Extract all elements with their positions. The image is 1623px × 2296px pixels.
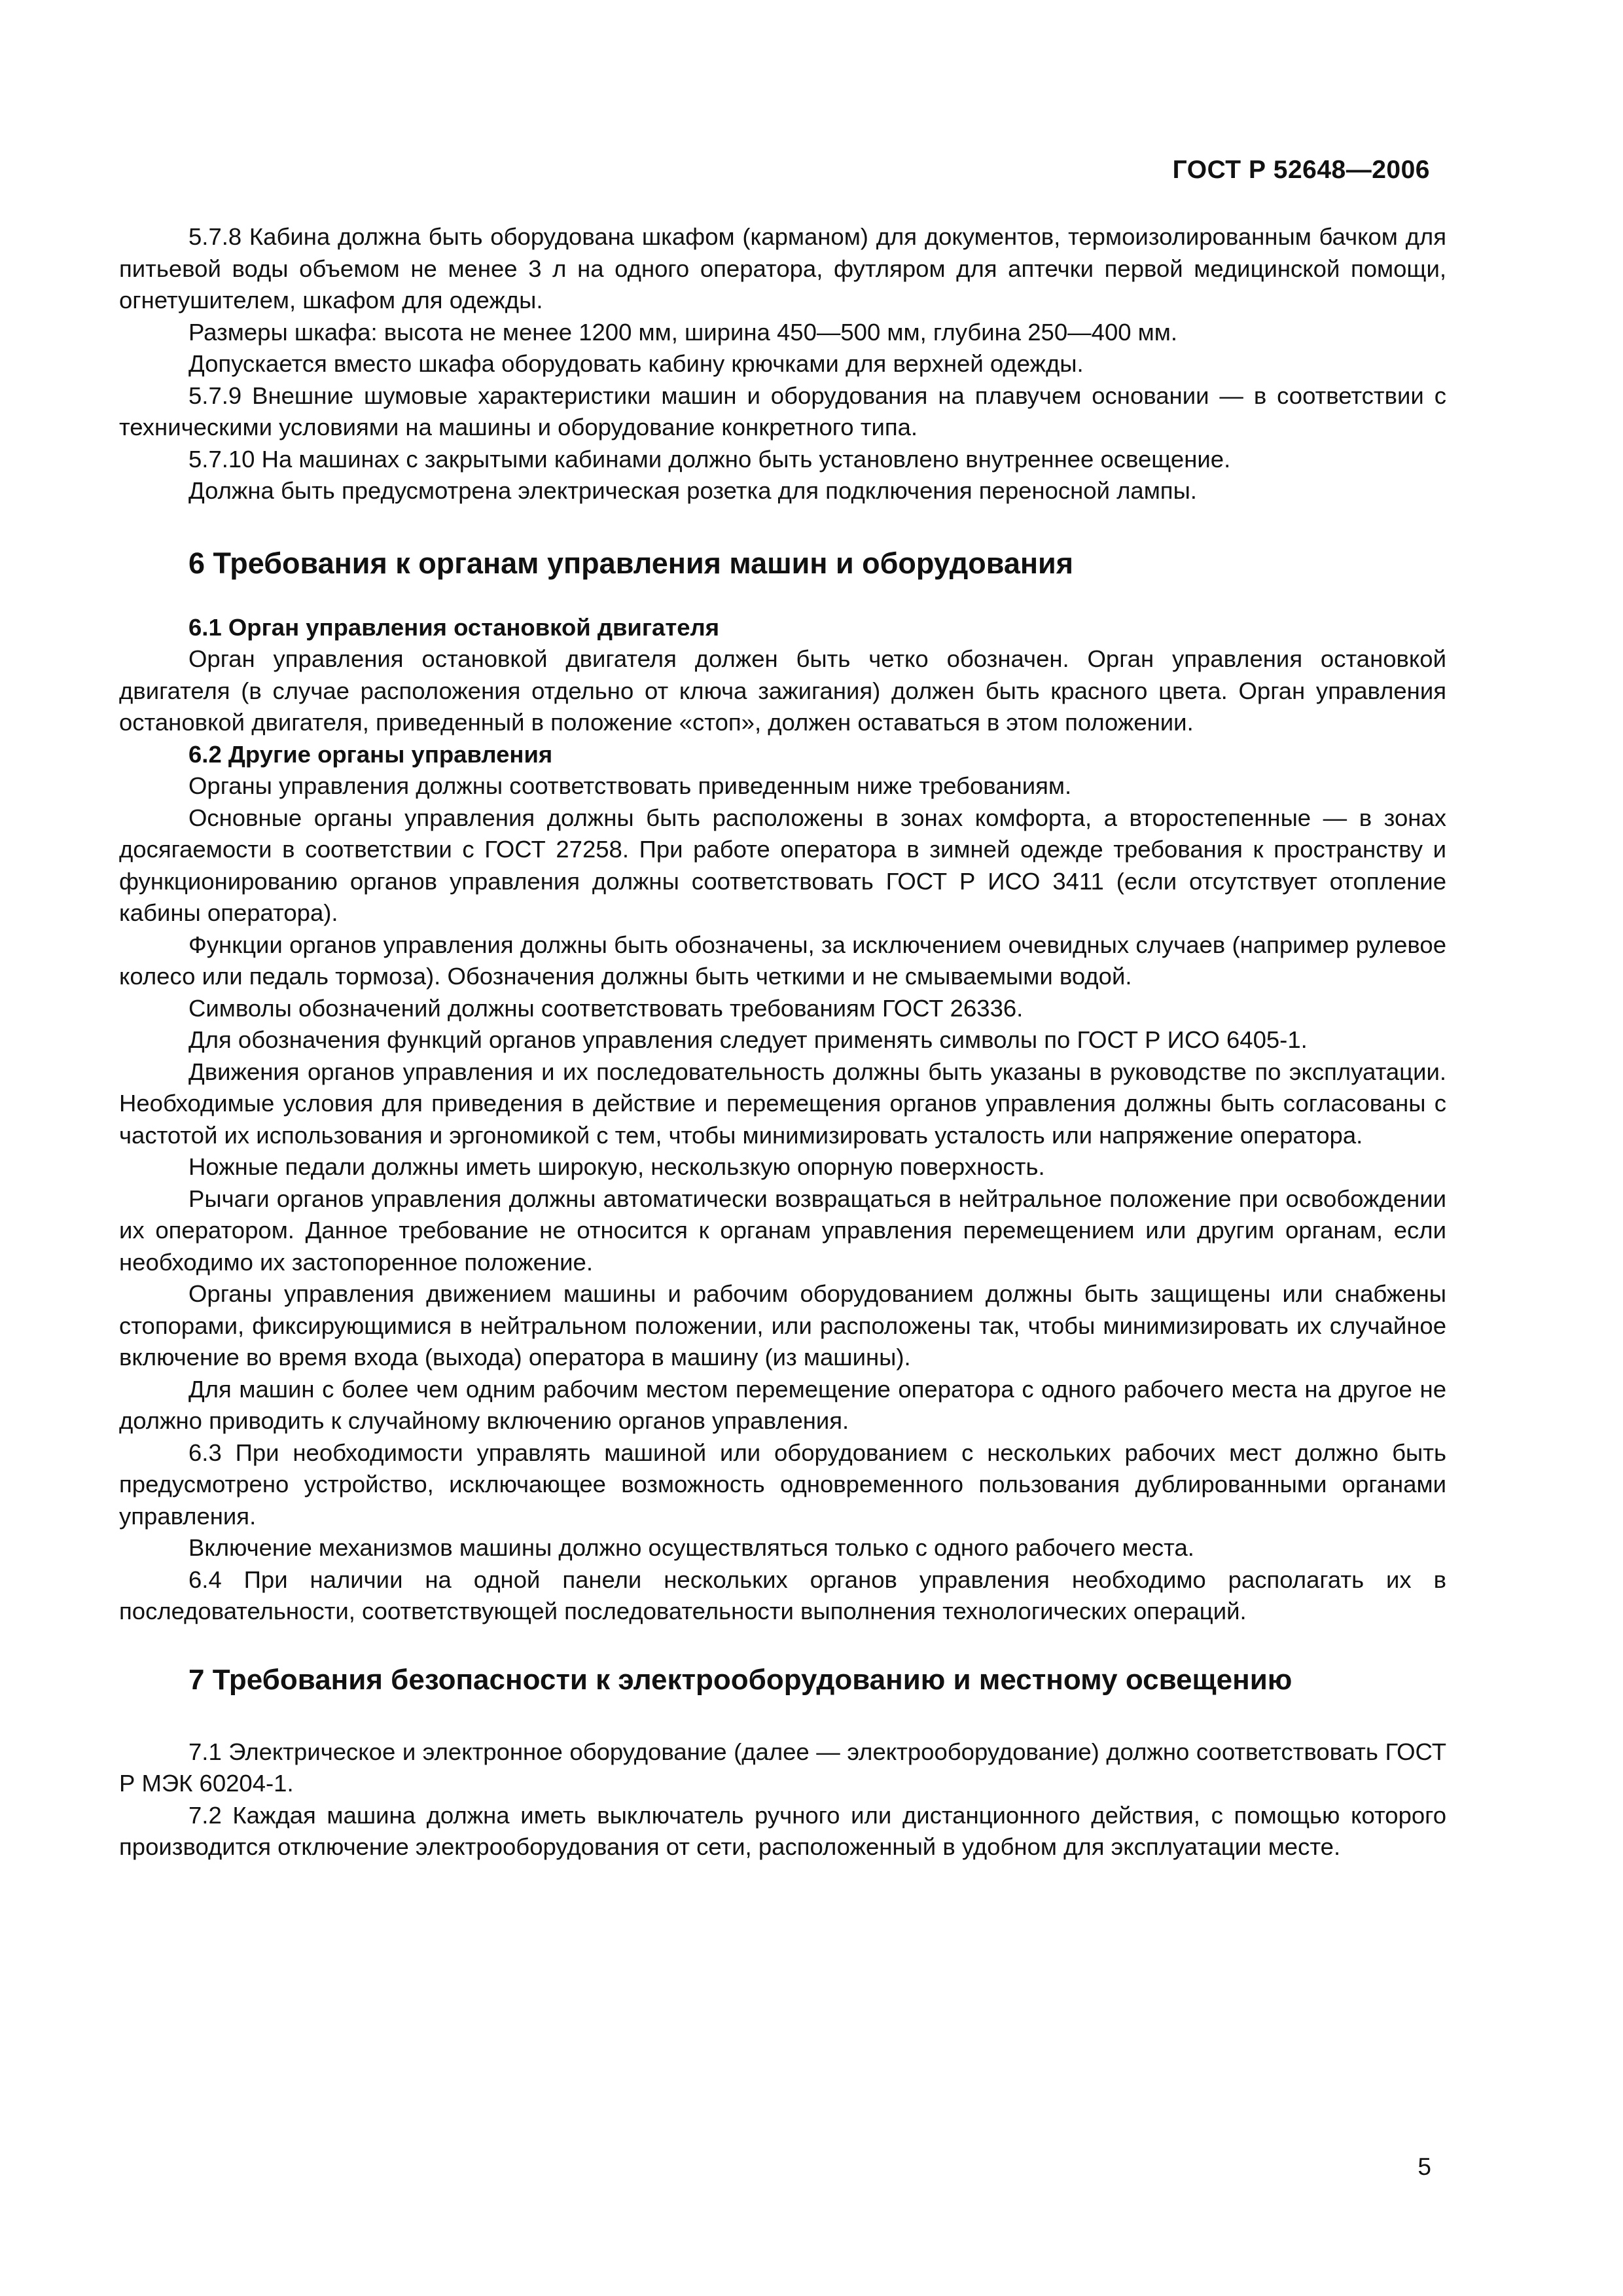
- standard-header: ГОСТ Р 52648—2006: [1172, 156, 1430, 184]
- paragraph: Включение механизмов машины должно осуществляться только с одного рабочего места.: [188, 1534, 1194, 1561]
- subsection-6-1-heading: 6.1 Орган управления остановкой двигателя: [188, 613, 720, 641]
- paragraph: 5.7.9 Внешние шумовые характеристики машин и оборудования на плавучем основании — в соответствии с техническими условиями на машины и оборудование конкретного типа.: [119, 382, 1446, 440]
- paragraph: Органы управления движением машины и рабочим оборудованием должны быть защищены или снабжены стопорами, фиксирующимися в нейтральном положении, или расположены так, чтобы минимизировать их случайное включение во время входа (выхода) оператора в машину (из машины).: [119, 1280, 1446, 1371]
- paragraph: Для машин с более чем одним рабочим местом перемещение оператора с одного рабочего места на другое не должно приводить к случайному включению органов управления.: [119, 1375, 1446, 1434]
- paragraph: 5.7.10 На машинах с закрытыми кабинами должно быть установлено внутреннее освещение.: [188, 445, 1231, 473]
- paragraph: 6.4 При наличии на одной панели нескольких органов управления необходимо располагать их в последовательности, соответствующей последовательности выполнения технологических операций.: [119, 1566, 1446, 1624]
- paragraph: Движения органов управления и их последовательность должны быть указаны в руководстве по эксплуатации. Необходимые условия для приведения в действие и перемещения органов управления должны быть согласованы с частотой их использования и эргономикой с тем, чтобы минимизировать усталость или напряжение оператора.: [119, 1058, 1446, 1149]
- paragraph: 6.3 При необходимости управлять машиной или оборудованием с нескольких рабочих мест должно быть предусмотрено устройство, исключающее возможность одновременного пользования дублированными органами управления.: [119, 1439, 1446, 1530]
- paragraph: Орган управления остановкой двигателя должен быть четко обозначен. Орган управления остановкой двигателя (в случае расположения отдельно от ключа зажигания) должен быть красного цвета. Орган управления остановкой двигателя, приведенный в положение «стоп», должен оставаться в этом положении.: [119, 645, 1446, 736]
- paragraph: Функции органов управления должны быть обозначены, за исключением очевидных случаев (например рулевое колесо или педаль тормоза). Обозначения должны быть четкими и не смываемыми водой.: [119, 931, 1446, 990]
- section-7-heading: 7 Требования безопасности к электрооборудованию и местному освещению: [188, 1663, 1293, 1696]
- paragraph: 7.2 Каждая машина должна иметь выключатель ручного или дистанционного действия, с помощью которого производится отключение электрооборудования от сети, расположенный в удобном для эксплуатации месте.: [119, 1801, 1446, 1860]
- paragraph: Допускается вместо шкафа оборудовать кабину крючками для верхней одежды.: [188, 350, 1084, 377]
- page-number: 5: [1418, 2153, 1431, 2180]
- paragraph: Размеры шкафа: высота не менее 1200 мм, ширина 450—500 мм, глубина 250—400 мм.: [188, 318, 1178, 346]
- paragraph: Органы управления должны соответствовать приведенным ниже требованиям.: [188, 772, 1072, 799]
- paragraph: 5.7.8 Кабина должна быть оборудована шкафом (карманом) для документов, термоизолированным бачком для питьевой воды объемом не менее 3 л на одного оператора, футляром для аптечки первой медицинской помощи, огнетушителем, шкафом для одежды.: [119, 223, 1446, 314]
- document-body: [119, 221, 1446, 1863]
- subsection-6-2-heading: 6.2 Другие органы управления: [188, 740, 553, 768]
- paragraph: Ножные педали должны иметь широкую, нескользкую опорную поверхность.: [188, 1153, 1045, 1180]
- paragraph: Основные органы управления должны быть расположены в зонах комфорта, а второстепенные — в зонах досягаемости в соответствии с ГОСТ 27258. При работе оператора в зимней одежде требования к пространству и функционированию органов управления должны соответствовать ГОСТ Р ИСО 3411 (если отсутствует отопление кабины оператора).: [119, 804, 1446, 926]
- paragraph: Должна быть предусмотрена электрическая розетка для подключения переносной лампы.: [188, 477, 1197, 504]
- paragraph: Символы обозначений должны соответствовать требованиям ГОСТ 26336.: [188, 994, 1024, 1022]
- paragraph: Для обозначения функций органов управления следует применять символы по ГОСТ Р ИСО 6405-1.: [188, 1026, 1308, 1053]
- section-6-heading: 6 Требования к органам управления машин и оборудования: [188, 546, 1073, 580]
- paragraph: Рычаги органов управления должны автоматически возвращаться в нейтральное положение при освобождении их оператором. Данное требование не относится к органам управления перемещением или другим органам, если необходимо их застопоренное положение.: [119, 1185, 1446, 1276]
- paragraph: 7.1 Электрическое и электронное оборудование (далее — электрооборудование) должно соответствовать ГОСТ Р МЭК 60204-1.: [119, 1738, 1446, 1797]
